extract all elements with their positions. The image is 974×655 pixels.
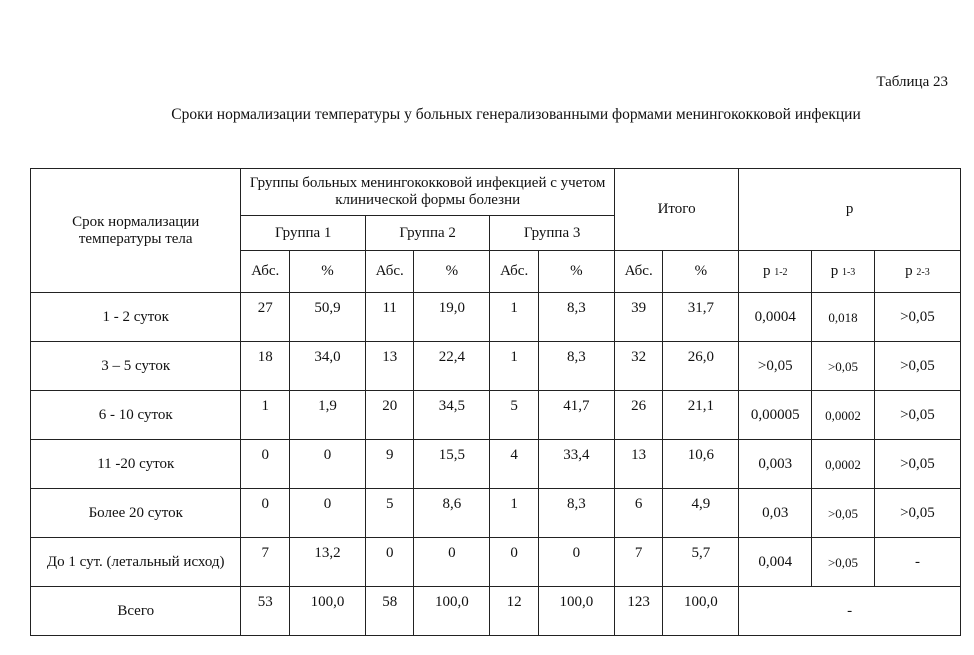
cell-value: 0 xyxy=(290,440,366,489)
total-cell-value: 100,0 xyxy=(414,587,490,636)
total-cell-value: 100,0 xyxy=(663,587,739,636)
cell-value: 32 xyxy=(614,342,663,391)
cell-p13: >0,05 xyxy=(812,342,875,391)
row-label: До 1 сут. (летальный исход) xyxy=(31,538,241,587)
cell-p23: >0,05 xyxy=(874,440,960,489)
cell-value: 8,3 xyxy=(538,489,614,538)
cell-value: 9 xyxy=(365,440,414,489)
table-caption: Сроки нормализации температуры у больных генерализованными формами менингококковой инфекции xyxy=(171,106,861,123)
cell-value: 6 xyxy=(614,489,663,538)
cell-value: 1 xyxy=(490,489,539,538)
cell-value: 1,9 xyxy=(290,391,366,440)
total-cell-value: 100,0 xyxy=(538,587,614,636)
g3-abs-header: Абс. xyxy=(490,251,539,293)
cell-value: 0 xyxy=(365,538,414,587)
cell-p12: >0,05 xyxy=(739,342,812,391)
group1-header: Группа 1 xyxy=(241,216,365,251)
cell-value: 10,6 xyxy=(663,440,739,489)
cell-value: 1 xyxy=(490,293,539,342)
table-row xyxy=(31,538,961,587)
total-cell-value: 100,0 xyxy=(290,587,366,636)
cell-value: 13 xyxy=(365,342,414,391)
group2-header: Группа 2 xyxy=(365,216,489,251)
p13-header: р 1-3 xyxy=(812,251,875,293)
total-pct-header: % xyxy=(663,251,739,293)
g2-abs-header: Абс. xyxy=(365,251,414,293)
cell-value: 33,4 xyxy=(538,440,614,489)
cell-value: 5 xyxy=(365,489,414,538)
total-cell-value: 58 xyxy=(365,587,414,636)
table-row xyxy=(31,391,961,440)
cell-value: 0 xyxy=(241,440,290,489)
cell-value: 0 xyxy=(290,489,366,538)
p12-header: р 1-2 xyxy=(739,251,812,293)
total-cell-value: 123 xyxy=(614,587,663,636)
cell-value: 34,0 xyxy=(290,342,366,391)
total-row xyxy=(31,587,961,636)
cell-value: 4 xyxy=(490,440,539,489)
cell-p12: 0,0004 xyxy=(739,293,812,342)
cell-value: 22,4 xyxy=(414,342,490,391)
cell-p13: 0,0002 xyxy=(812,391,875,440)
g2-pct-header: % xyxy=(414,251,490,293)
cell-p23: - xyxy=(874,538,960,587)
table-row xyxy=(31,489,961,538)
cell-value: 5 xyxy=(490,391,539,440)
cell-value: 11 xyxy=(365,293,414,342)
cell-value: 13 xyxy=(614,440,663,489)
g1-pct-header: % xyxy=(290,251,366,293)
total-p-cell: - xyxy=(739,587,961,636)
total-cell-value: 12 xyxy=(490,587,539,636)
cell-value: 8,3 xyxy=(538,293,614,342)
cell-value: 5,7 xyxy=(663,538,739,587)
cell-p13: 0,018 xyxy=(812,293,875,342)
cell-value: 8,6 xyxy=(414,489,490,538)
cell-p13: >0,05 xyxy=(812,489,875,538)
cell-p23: >0,05 xyxy=(874,342,960,391)
cell-value: 0 xyxy=(241,489,290,538)
cell-value: 4,9 xyxy=(663,489,739,538)
cell-p12: 0,004 xyxy=(739,538,812,587)
cell-value: 15,5 xyxy=(414,440,490,489)
cell-value: 41,7 xyxy=(538,391,614,440)
groups-header: Группы больных менингококковой инфекцией с учетом клинической формы болезни xyxy=(241,169,614,216)
cell-value: 50,9 xyxy=(290,293,366,342)
cell-p12: 0,00005 xyxy=(739,391,812,440)
table-number: Таблица 23 xyxy=(876,74,948,90)
row-label: 11 -20 суток xyxy=(31,440,241,489)
cell-p12: 0,03 xyxy=(739,489,812,538)
cell-value: 0 xyxy=(414,538,490,587)
cell-p23: >0,05 xyxy=(874,489,960,538)
row-label: Более 20 суток xyxy=(31,489,241,538)
cell-value: 0 xyxy=(538,538,614,587)
row-label-header: Срок нормализации температуры тела xyxy=(31,169,241,293)
cell-value: 27 xyxy=(241,293,290,342)
cell-value: 31,7 xyxy=(663,293,739,342)
cell-value: 26,0 xyxy=(663,342,739,391)
cell-value: 1 xyxy=(490,342,539,391)
cell-value: 34,5 xyxy=(414,391,490,440)
cell-value: 8,3 xyxy=(538,342,614,391)
cell-value: 18 xyxy=(241,342,290,391)
row-label: 1 - 2 суток xyxy=(31,293,241,342)
g1-abs-header: Абс. xyxy=(241,251,290,293)
total-abs-header: Абс. xyxy=(614,251,663,293)
cell-value: 7 xyxy=(614,538,663,587)
cell-p13: 0,0002 xyxy=(812,440,875,489)
data-table xyxy=(30,168,961,636)
p23-header: р 2-3 xyxy=(874,251,960,293)
cell-value: 19,0 xyxy=(414,293,490,342)
cell-p13: >0,05 xyxy=(812,538,875,587)
cell-p12: 0,003 xyxy=(739,440,812,489)
total-row-label: Всего xyxy=(31,587,241,636)
total-cell-value: 53 xyxy=(241,587,290,636)
group3-header: Группа 3 xyxy=(490,216,614,251)
cell-value: 0 xyxy=(490,538,539,587)
p-header: р xyxy=(739,169,961,251)
cell-value: 39 xyxy=(614,293,663,342)
cell-value: 13,2 xyxy=(290,538,366,587)
table-row xyxy=(31,293,961,342)
cell-value: 21,1 xyxy=(663,391,739,440)
total-header: Итого xyxy=(614,169,738,251)
table-row xyxy=(31,342,961,391)
g3-pct-header: % xyxy=(538,251,614,293)
table-row xyxy=(31,440,961,489)
cell-value: 1 xyxy=(241,391,290,440)
cell-value: 26 xyxy=(614,391,663,440)
cell-value: 7 xyxy=(241,538,290,587)
row-label: 3 – 5 суток xyxy=(31,342,241,391)
row-label: 6 - 10 суток xyxy=(31,391,241,440)
cell-p23: >0,05 xyxy=(874,293,960,342)
cell-p23: >0,05 xyxy=(874,391,960,440)
cell-value: 20 xyxy=(365,391,414,440)
